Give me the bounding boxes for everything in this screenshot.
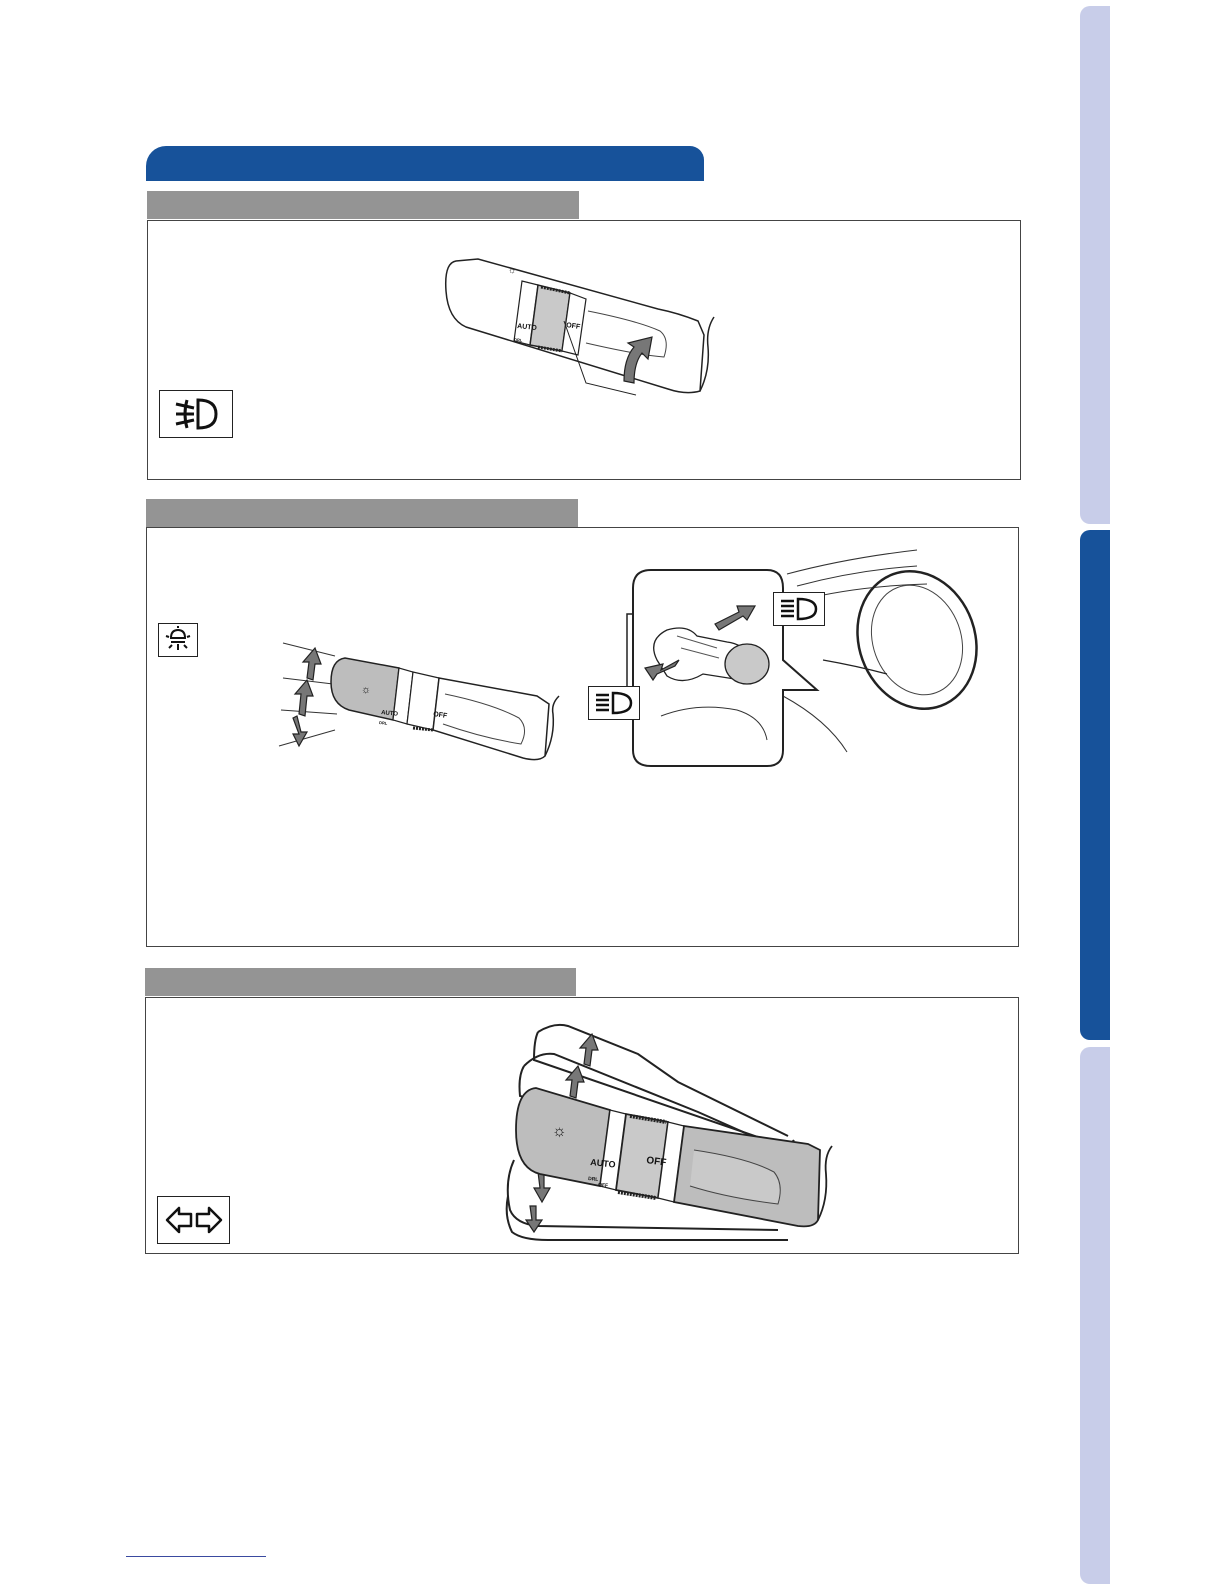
fog-lights-header <box>147 191 579 219</box>
page-title-banner <box>146 146 704 181</box>
side-tab-bottom[interactable] <box>1080 1047 1110 1584</box>
svg-text:AUTO: AUTO <box>589 1157 617 1170</box>
svg-text:DRL: DRL <box>513 337 523 343</box>
svg-text:OFF: OFF <box>597 1182 609 1190</box>
front-fog-light-icon <box>159 390 233 438</box>
turn-signal-arrows-icon <box>157 1196 230 1244</box>
fog-light-switch-illustration <box>438 251 738 411</box>
svg-text:DRL: DRL <box>378 720 388 726</box>
svg-text:☼: ☼ <box>508 265 517 275</box>
high-beam-icon-flash <box>588 686 640 720</box>
high-beams-header <box>146 499 578 527</box>
high-beam-switch-illustration <box>273 638 563 788</box>
turn-signals-header <box>145 968 576 996</box>
svg-text:OFF: OFF <box>645 1155 667 1169</box>
turn-signals-section <box>145 997 1019 1254</box>
svg-text:OFF: OFF <box>432 711 448 720</box>
high-beams-section <box>146 527 1019 947</box>
side-tab-current[interactable] <box>1080 530 1110 1040</box>
parking-light-sun-icon <box>158 623 198 657</box>
steering-column-inset-illustration <box>587 540 967 770</box>
svg-text:☼: ☼ <box>552 1123 567 1140</box>
fog-lights-section <box>147 220 1021 480</box>
footer-link[interactable] <box>126 1556 266 1557</box>
svg-text:AUTO: AUTO <box>516 323 538 333</box>
svg-text:☼: ☼ <box>361 684 372 696</box>
side-tab-top[interactable] <box>1080 6 1110 524</box>
turn-signal-lever-illustration <box>498 1020 838 1252</box>
svg-text:OFF: OFF <box>565 322 581 331</box>
svg-text:DRL: DRL <box>587 1176 599 1184</box>
high-beam-icon <box>773 592 825 626</box>
svg-text:AUTO: AUTO <box>380 710 399 718</box>
